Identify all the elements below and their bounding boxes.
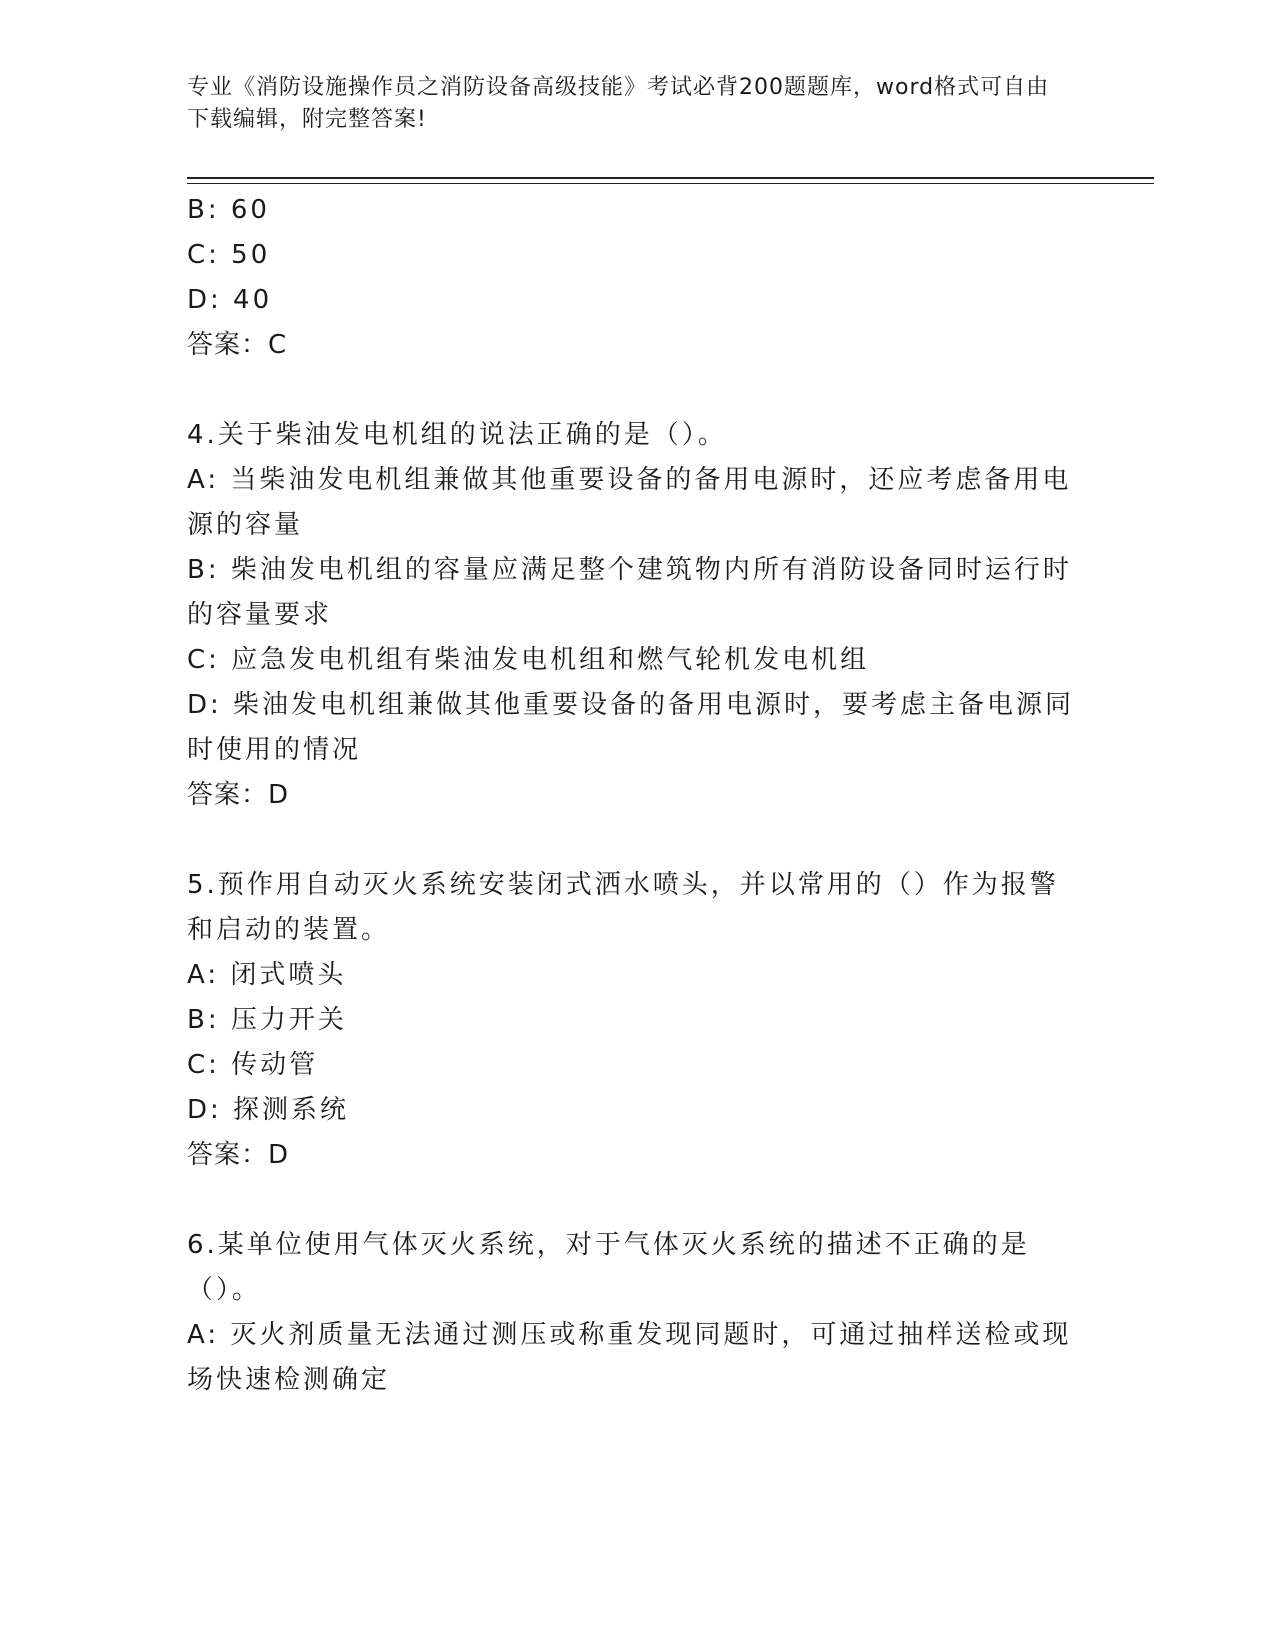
question-spacer: [187, 818, 1077, 863]
answer-label: 答案：C: [187, 330, 288, 360]
option-c: C: 50: [187, 240, 271, 270]
question-spacer: [187, 1178, 1077, 1223]
question-4: [187, 413, 1077, 818]
option-a: A: 当柴油发电机组兼做其他重要设备的备用电源时，还应考虑备用电源的容量: [187, 465, 1072, 540]
question-stem: 5.预作用自动灭火系统安装闭式洒水喷头，并以常用的（）作为报警和启动的装置。: [187, 870, 1059, 945]
option-b: B: 压力开关: [187, 1005, 347, 1035]
document-header: 专业《消防设施操作员之消防设备高级技能》考试必背200题题库，word格式可自由下载编辑，附完整答案!: [187, 75, 1050, 132]
option-c: C: 传动管: [187, 1050, 319, 1080]
question-stem: 6.某单位使用气体灭火系统，对于气体灭火系统的描述不正确的是（）。: [187, 1230, 1030, 1305]
question-5: [187, 863, 1077, 1178]
option-d: D: 探测系统: [187, 1095, 350, 1125]
option-c: C: 应急发电机组有柴油发电机组和燃气轮机发电机组: [187, 645, 870, 675]
header-divider-thick: [187, 177, 1154, 179]
question-spacer: [187, 368, 1077, 413]
header-divider-thin: [187, 183, 1154, 184]
option-a: A: 灭火剂质量无法通过测压或称重发现同题时，可通过抽样送检或现场快速检测确定: [187, 1320, 1072, 1395]
answer-label: 答案：D: [187, 780, 290, 810]
question-3: [187, 188, 1077, 368]
document-body: [187, 188, 1077, 1403]
question-stem: 4.关于柴油发电机组的说法正确的是（）。: [187, 420, 727, 450]
option-b: B: 60: [187, 195, 270, 225]
question-6: [187, 1223, 1077, 1403]
option-a: A: 闭式喷头: [187, 960, 347, 990]
option-d: D: 柴油发电机组兼做其他重要设备的备用电源时，要考虑主备电源同时使用的情况: [187, 690, 1075, 765]
answer-label: 答案：D: [187, 1140, 290, 1170]
option-b: B: 柴油发电机组的容量应满足整个建筑物内所有消防设备同时运行时的容量要求: [187, 555, 1072, 630]
option-d: D: 40: [187, 285, 273, 315]
